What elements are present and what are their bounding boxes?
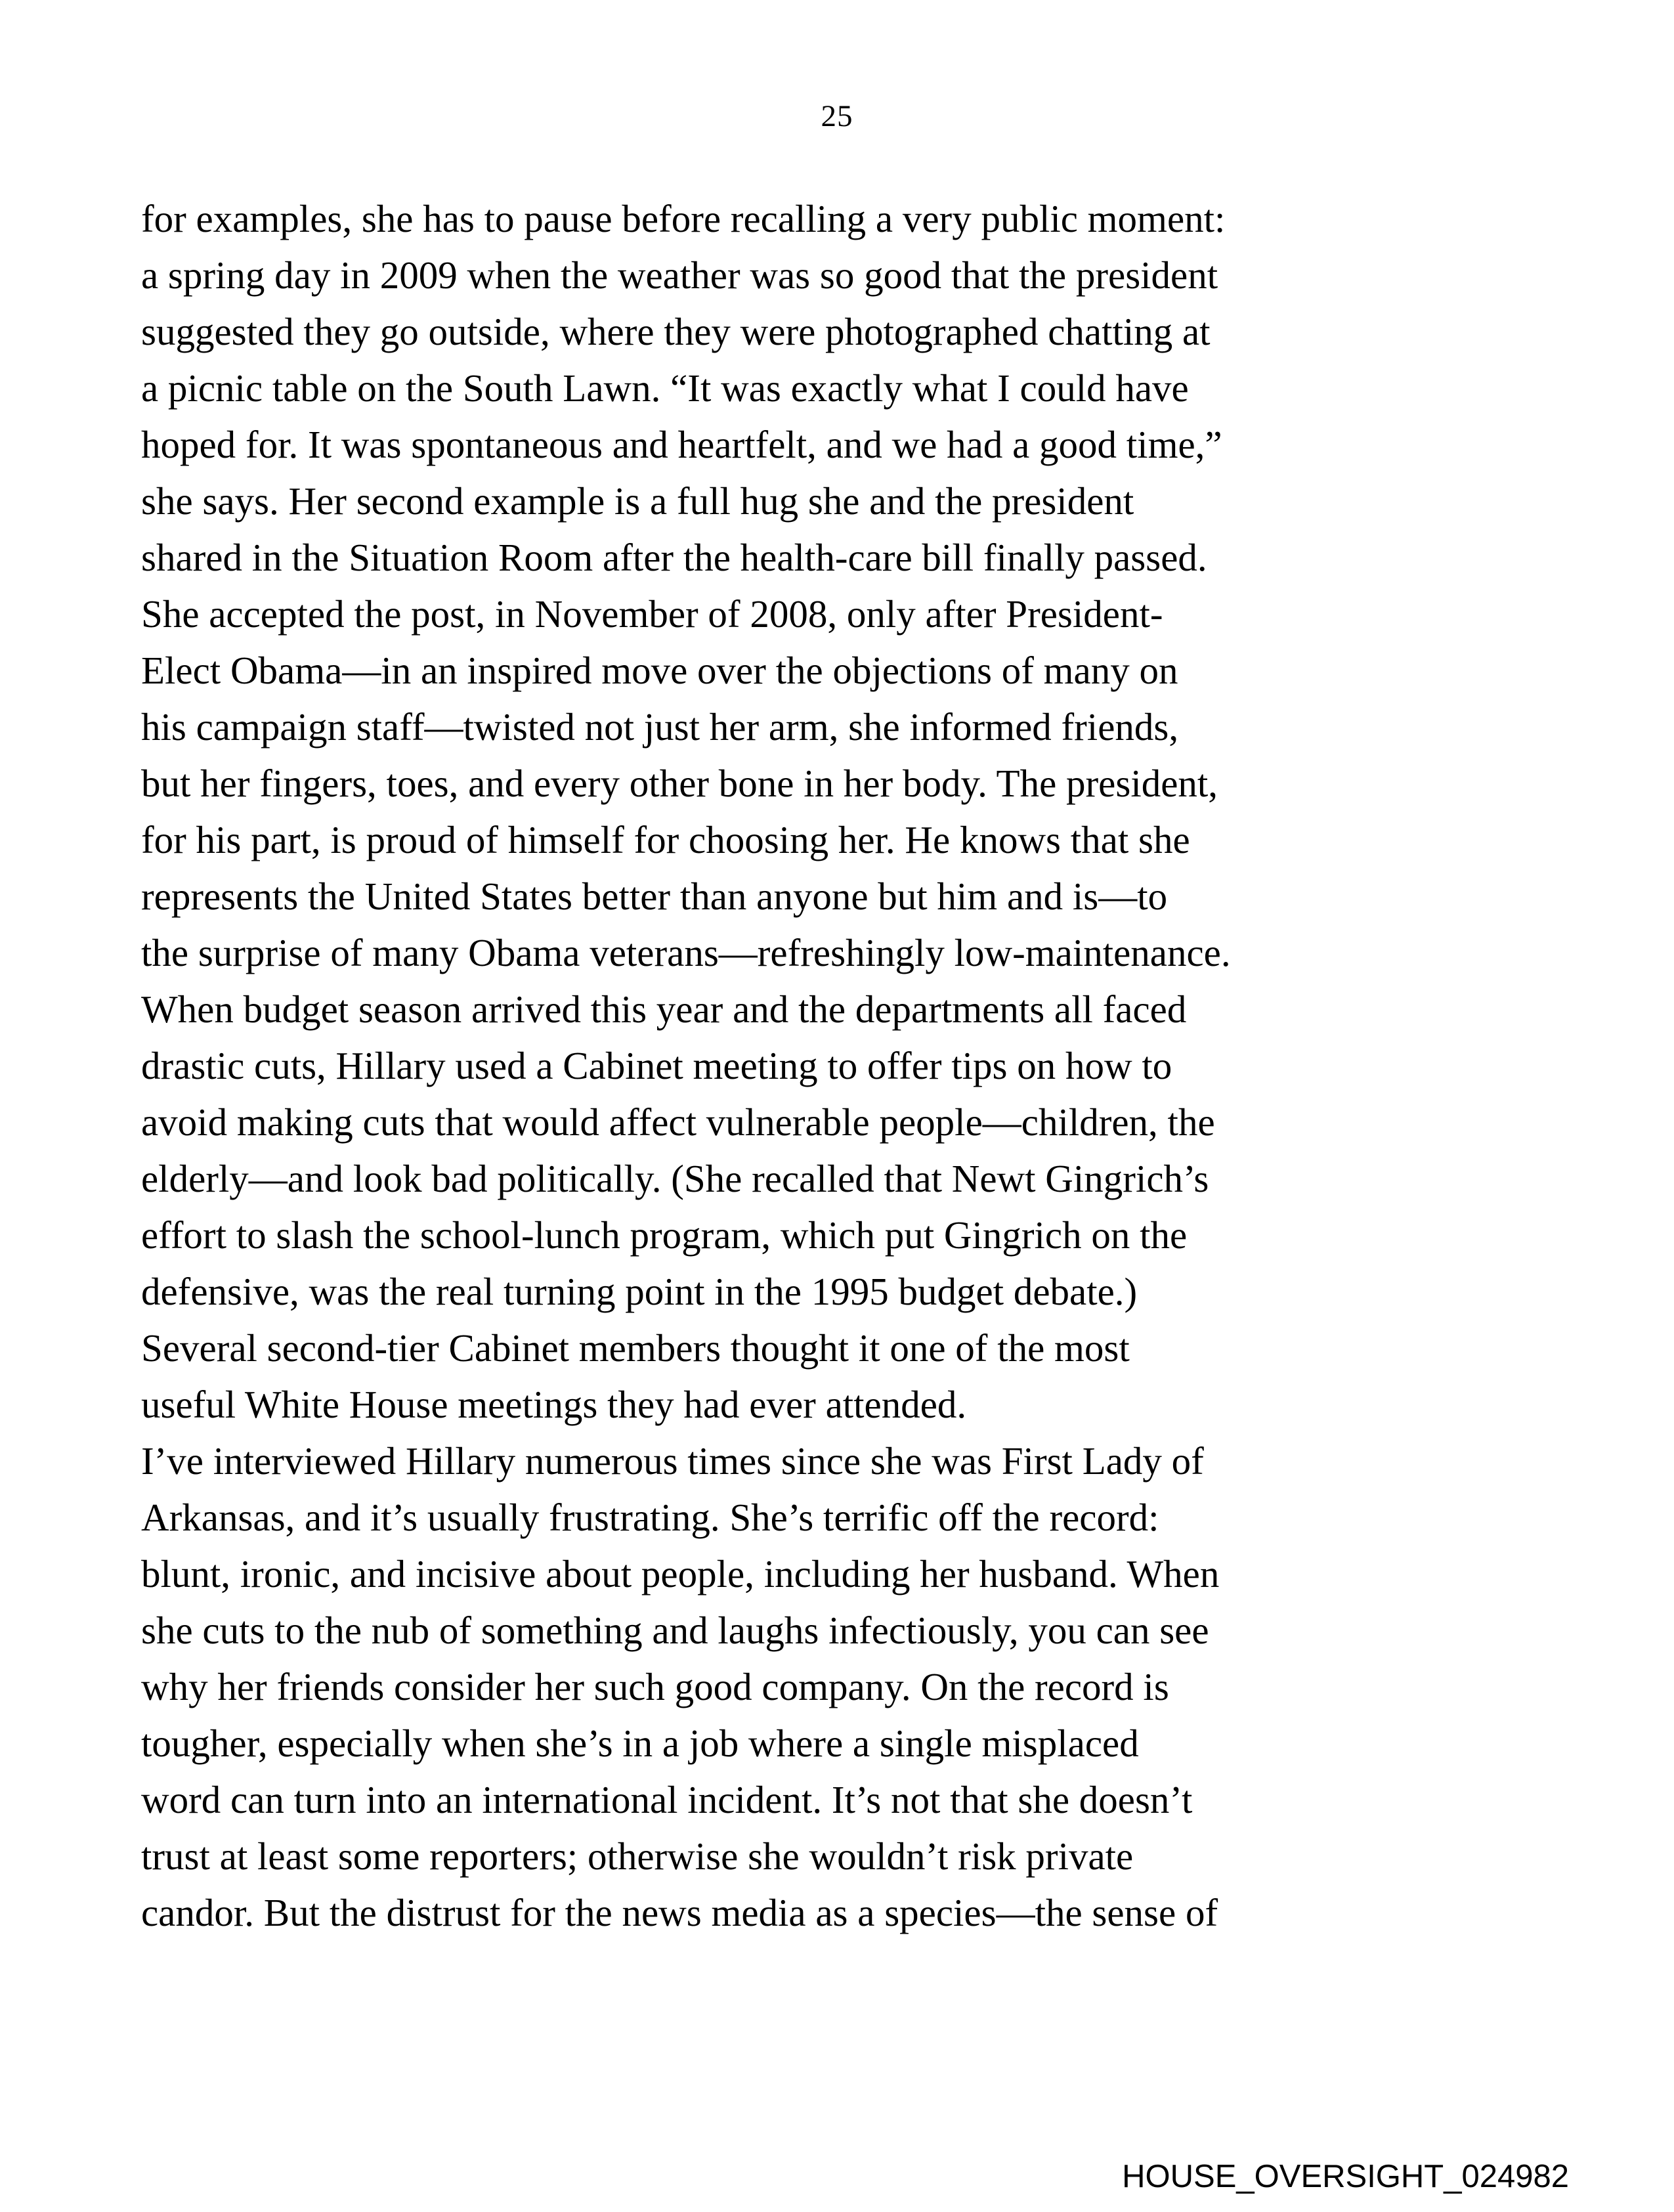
text-line: She accepted the post, in November of 2008, only after President- xyxy=(141,592,1163,636)
text-line: elderly—and look bad politically. (She recalled that Newt Gingrich’s xyxy=(141,1157,1209,1200)
text-line: she says. Her second example is a full hug she and the president xyxy=(141,479,1134,523)
page-number: 25 xyxy=(821,99,853,133)
text-line: why her friends consider her such good company. On the record is xyxy=(141,1665,1169,1708)
text-line: effort to slash the school-lunch program, which put Gingrich on the xyxy=(141,1213,1188,1257)
text-line: she cuts to the nub of something and laughs infectiously, you can see xyxy=(141,1609,1209,1652)
text-line: hoped for. It was spontaneous and heartfelt, and we had a good time,” xyxy=(141,423,1222,466)
text-line: Arkansas, and it’s usually frustrating. She’s terrific off the record: xyxy=(141,1496,1159,1539)
text-line: trust at least some reporters; otherwise she wouldn’t risk private xyxy=(141,1834,1134,1878)
text-line: Several second-tier Cabinet members thought it one of the most xyxy=(141,1326,1130,1370)
text-line: represents the United States better than anyone but him and is—to xyxy=(141,875,1168,918)
text-line: but her fingers, toes, and every other bone in her body. The president, xyxy=(141,762,1218,805)
text-line: word can turn into an international incident. It’s not that she doesn’t xyxy=(141,1778,1193,1821)
bates-number: HOUSE_OVERSIGHT_024982 xyxy=(1122,2159,1569,2194)
text-line: candor. But the distrust for the news media as a species—the sense of xyxy=(141,1891,1218,1934)
text-line: for examples, she has to pause before recalling a very public moment: xyxy=(141,197,1226,240)
text-line: avoid making cuts that would affect vulnerable people—children, the xyxy=(141,1100,1215,1144)
document-body xyxy=(141,190,1566,1941)
text-line: for his part, is proud of himself for choosing her. He knows that she xyxy=(141,818,1190,861)
text-line: blunt, ironic, and incisive about people, including her husband. When xyxy=(141,1552,1220,1595)
text-line: suggested they go outside, where they were photographed chatting at xyxy=(141,310,1211,353)
text-line: Elect Obama—in an inspired move over the objections of many on xyxy=(141,649,1178,692)
text-line: shared in the Situation Room after the health-care bill finally passed. xyxy=(141,536,1207,579)
text-line: defensive, was the real turning point in the 1995 budget debate.) xyxy=(141,1270,1138,1313)
text-line: useful White House meetings they had ever attended. xyxy=(141,1383,967,1426)
text-line: When budget season arrived this year and the departments all faced xyxy=(141,987,1187,1031)
text-line: tougher, especially when she’s in a job where a single misplaced xyxy=(141,1722,1139,1765)
text-line: I’ve interviewed Hillary numerous times since she was First Lady of xyxy=(141,1439,1204,1483)
text-line: a spring day in 2009 when the weather was so good that the president xyxy=(141,253,1218,297)
text-line: the surprise of many Obama veterans—refreshingly low-maintenance. xyxy=(141,931,1231,974)
text-line: drastic cuts, Hillary used a Cabinet meeting to offer tips on how to xyxy=(141,1044,1172,1087)
text-line: his campaign staff—twisted not just her arm, she informed friends, xyxy=(141,705,1179,748)
text-line: a picnic table on the South Lawn. “It was exactly what I could have xyxy=(141,366,1189,410)
